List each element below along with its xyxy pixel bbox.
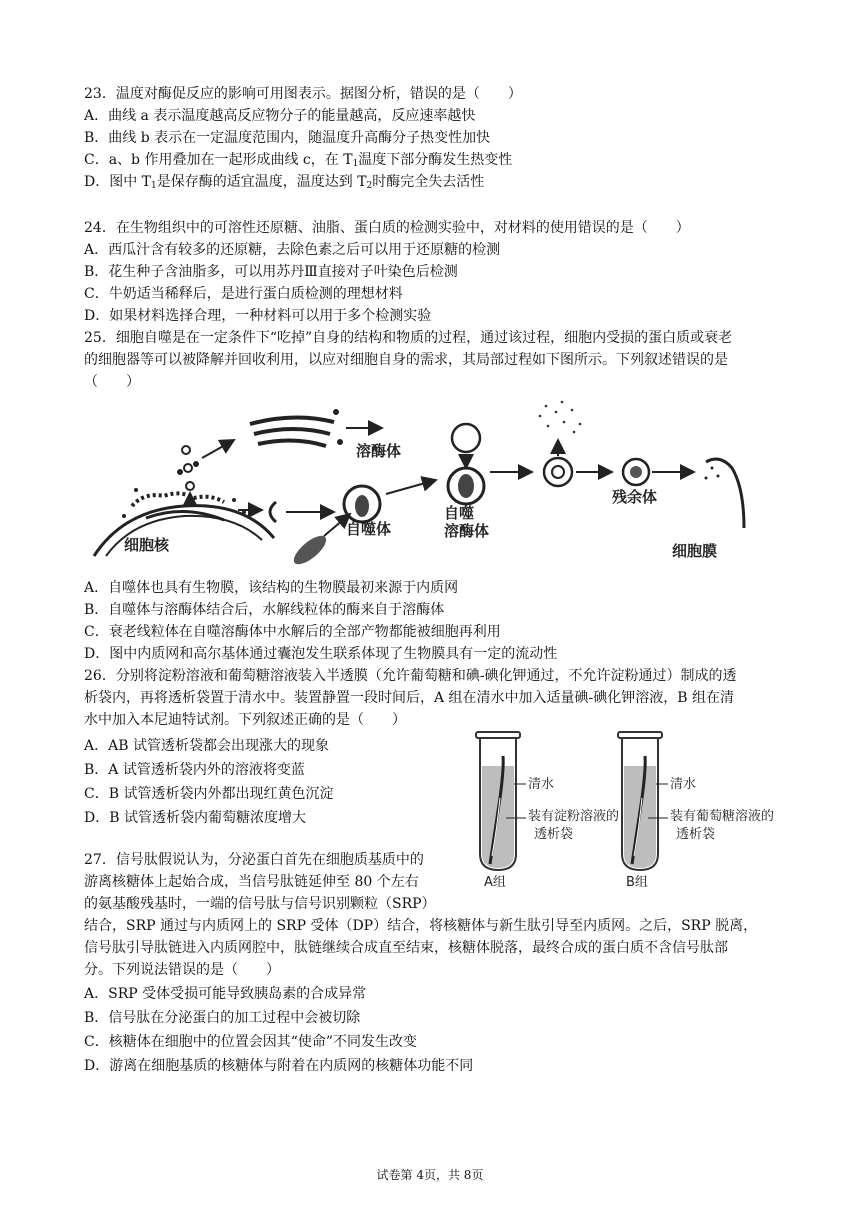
tube-a-water-label: 清水 bbox=[528, 777, 555, 792]
q24-option-a: A．西瓜汁含有较多的还原糖，去除色素之后可以用于还原糖的检测 bbox=[84, 242, 501, 258]
q24-option-b: B．花生种子含油脂多，可以用苏丹Ⅲ直接对子叶染色后检测 bbox=[84, 264, 458, 280]
page-footer: 试卷第 4页，共 8页 bbox=[376, 1168, 484, 1182]
tube-b-water-label: 清水 bbox=[670, 777, 697, 792]
q27-option-b: B．信号肽在分泌蛋白的加工过程中会被切除 bbox=[84, 1010, 361, 1026]
vesicle bbox=[182, 446, 190, 454]
q25-stem-line1: 25．细胞自噬是在一定条件下“吃掉”自身的结构和物质的过程，通过该过程，细胞内受损的蛋白质或衰老 bbox=[84, 330, 733, 346]
q23-d-text3: 时酶完全失去活性 bbox=[372, 174, 485, 190]
q26-stem-line3: 水中加入本尼迪特试剂。下列叙述正确的是（ ） bbox=[84, 712, 406, 728]
autophagosome-figure bbox=[344, 486, 380, 522]
tube-b-group-label: B组 bbox=[626, 875, 648, 890]
q26-stem-line2: 析袋内，再将透析袋置于清水中。装置静置一段时间后，A 组在清水中加入适量碘-碘化钾溶液，B 组在清 bbox=[84, 690, 735, 706]
tube-a-bag-label-1: 装有淀粉溶液的 bbox=[528, 809, 620, 824]
q25-option-a: A．自噬体也具有生物膜，该结构的生物膜最初来源于内质网 bbox=[84, 580, 459, 596]
q26-option-d: D．B 试管透析袋内葡萄糖浓度增大 bbox=[84, 810, 306, 826]
cell-membrane-figure bbox=[705, 459, 745, 528]
lysosome-figure bbox=[452, 424, 480, 452]
tube-a-bag-label-2: 透析袋 bbox=[534, 827, 574, 842]
residual-body-figure bbox=[623, 459, 649, 485]
q23-c-text: C．a、b 作用叠加在一起形成曲线 c，在 T bbox=[84, 152, 353, 168]
q24-option-c: C．牛奶适当稀释后，是进行蛋白质检测的理想材料 bbox=[84, 286, 403, 302]
q24-stem: 24．在生物组织中的可溶性还原糖、油脂、蛋白质的检测实验中，对材料的使用错误的是（ ） bbox=[84, 220, 690, 236]
label-autolysosome-1: 自噬 bbox=[444, 504, 475, 522]
q27-stem-line3: 的氨基酸残基时，一端的信号肽与信号识别颗粒（SRP） bbox=[84, 896, 436, 912]
autophagy-diagram bbox=[84, 398, 784, 578]
q23-d-sub2: 2 bbox=[366, 181, 373, 191]
q27-option-d: D．游离在细胞基质的核糖体与附着在内质网的核糖体功能不同 bbox=[84, 1058, 474, 1074]
q27-stem-line6: 分。下列说法错误的是（ ） bbox=[84, 962, 280, 978]
q23-d-sub1: 1 bbox=[151, 181, 157, 191]
dialysis-tubes-figure bbox=[470, 728, 790, 890]
q25-stem-line3: （ ） bbox=[84, 374, 140, 390]
q23-stem: 23．温度对酶促反应的影响可用图表示。据图分析，错误的是（ ） bbox=[84, 86, 522, 102]
tube-b-bag-label-1: 装有葡萄糖溶液的 bbox=[670, 809, 775, 824]
q26-option-a: A．AB 试管透析袋都会出现涨大的现象 bbox=[84, 738, 329, 754]
vesicle bbox=[184, 464, 192, 472]
tube-b-bag-label-2: 透析袋 bbox=[676, 827, 716, 842]
label-autolysosome-2: 溶酶体 bbox=[444, 522, 490, 540]
q25-option-c: C．衰老线粒体在自噬溶酶体中水解后的全部产物都能被细胞再利用 bbox=[84, 624, 501, 640]
label-autophagosome: 自噬体 bbox=[346, 520, 392, 538]
golgi-figure bbox=[177, 409, 343, 475]
q24-option-d: D．如果材料选择合理，一种材料可以用于多个检测实验 bbox=[84, 308, 432, 324]
tube-a-group-label: A组 bbox=[484, 875, 506, 890]
label-lysosome: 溶酶体 bbox=[356, 442, 402, 460]
label-residual-body: 残余体 bbox=[612, 488, 658, 506]
tube-a bbox=[476, 732, 526, 870]
label-cell-membrane: 细胞膜 bbox=[672, 542, 718, 560]
q23-d-text: D．图中 T bbox=[84, 174, 152, 190]
nucleus-er-figure bbox=[94, 488, 274, 556]
q23-c-text2: 温度下部分酶发生热变性 bbox=[358, 152, 513, 168]
q27-option-c: C．核糖体在细胞中的位置会因其“使命”不同发生改变 bbox=[84, 1034, 418, 1050]
q26-stem-line1: 26．分别将淀粉溶液和葡萄糖溶液装入半透膜（允许葡萄糖和碘-碘化钾通过，不允许淀粉通过）制成的透 bbox=[84, 668, 737, 684]
q23-option-a: A．曲线 a 表示温度越高反应物分子的能量越高，反应速率越快 bbox=[84, 108, 476, 124]
q27-stem-line2: 游离核糖体上起始合成，当信号肽链延伸至 80 个左右 bbox=[84, 874, 419, 890]
digesting-vesicle-figure bbox=[544, 458, 572, 486]
q27-option-a: A．SRP 受体受损可能导致胰岛素的合成异常 bbox=[84, 986, 367, 1002]
label-nucleus: 细胞核 bbox=[124, 536, 170, 554]
mitochondrion-figure bbox=[290, 531, 331, 569]
q27-stem-line4: 结合，SRP 通过与内质网上的 SRP 受体（DP）结合，将核糖体与新生肽引导至内质网。之后，SRP 脱离， bbox=[84, 918, 758, 934]
q25-stem-line2: 的细胞器等可以被降解并回收利用，以应对细胞自身的需求，其局部过程如下图所示。下列叙述错误的是 bbox=[84, 352, 728, 368]
q25-option-d: D．图中内质网和高尔基体通过囊泡发生联系体现了生物膜具有一定的流动性 bbox=[84, 646, 558, 662]
q27-stem-line1: 27．信号肽假说认为，分泌蛋白首先在细胞质基质中的 bbox=[84, 852, 424, 868]
vesicle bbox=[186, 482, 194, 490]
autolysosome-figure bbox=[448, 468, 484, 504]
q27-stem-line5: 信号肽引导肽链进入内质网腔中，肽链继续合成直至结束，核糖体脱落，最终合成的蛋白质不含信号肽部 bbox=[84, 940, 728, 956]
q23-option-d bbox=[84, 172, 484, 196]
q23-option-c bbox=[84, 150, 512, 174]
phagophore-figure bbox=[270, 502, 276, 522]
q25-option-b: B．自噬体与溶酶体结合后，水解线粒体的酶来自于溶酶体 bbox=[84, 602, 445, 618]
q23-option-b: B．曲线 b 表示在一定温度范围内，随温度升高酶分子热变性加快 bbox=[84, 130, 491, 146]
q23-d-text2: 是保存酶的适宜温度，温度达到 T bbox=[156, 174, 367, 190]
q23-c-sub: 1 bbox=[352, 159, 359, 169]
released-products bbox=[539, 401, 582, 434]
tube-b bbox=[618, 732, 668, 870]
q26-option-b: B．A 试管透析袋内外的溶液将变蓝 bbox=[84, 762, 305, 778]
q26-option-c: C．B 试管透析袋内外都出现红黄色沉淀 bbox=[84, 786, 334, 802]
